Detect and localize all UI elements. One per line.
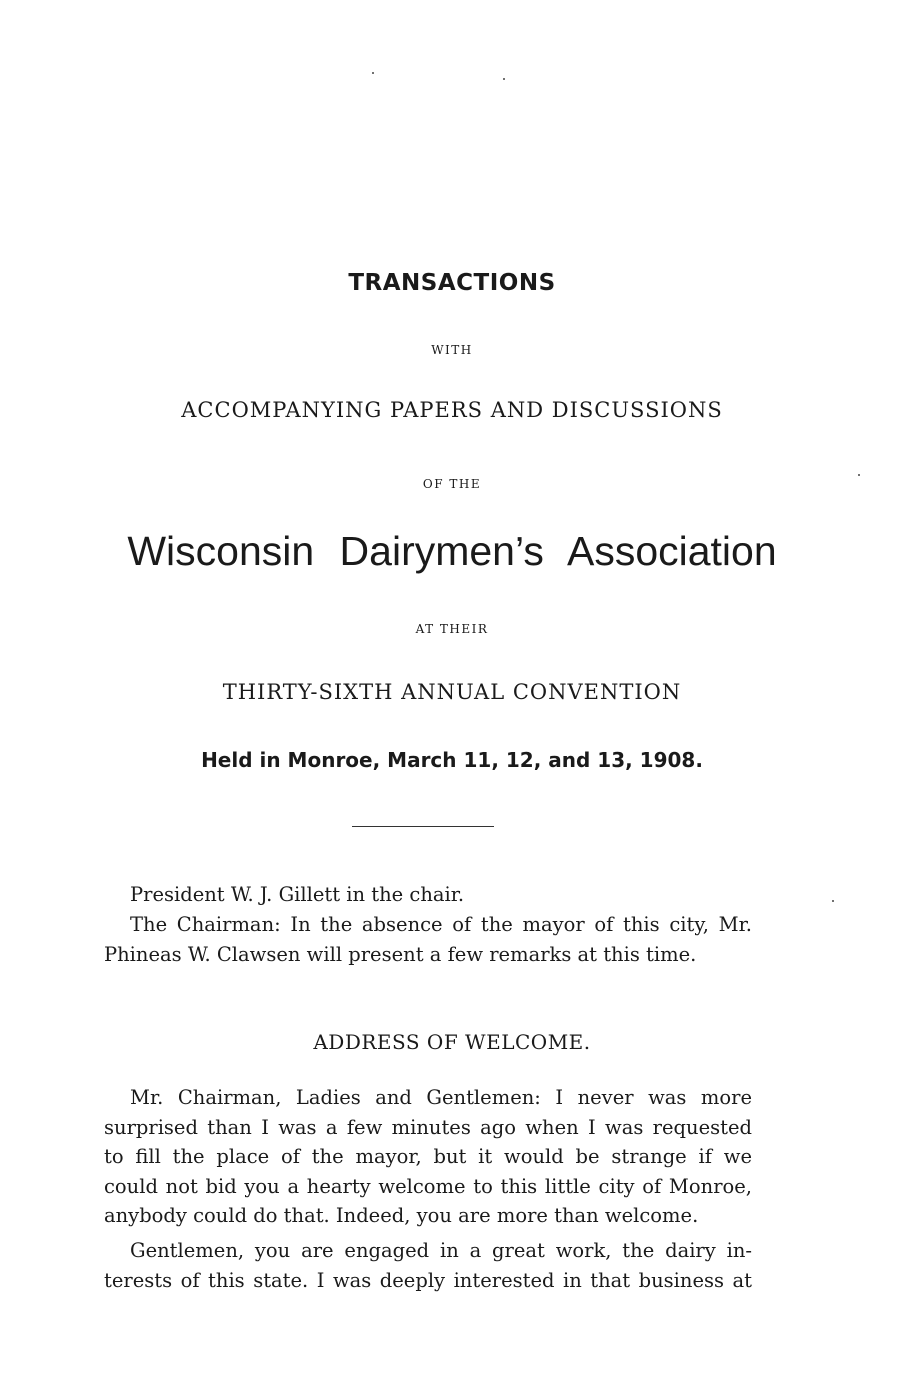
- scan-speck: [832, 900, 834, 902]
- text-line: terests of this state. I was deeply interested in that business at: [104, 1268, 752, 1292]
- convention-title: THIRTY-SIXTH ANNUAL CONVENTION: [222, 680, 682, 704]
- text-line: Gentlemen, you are engaged in a great work, the dairy in-: [130, 1239, 752, 1262]
- document-title: TRANSACTIONS: [348, 270, 556, 296]
- text-line: Mr. Chairman, Ladies and Gentlemen: I never was more: [130, 1086, 752, 1109]
- text-line: Phineas W. Clawsen will present a few remarks at this time.: [104, 942, 697, 966]
- paragraph-welcome: [104, 1083, 752, 1231]
- at-their-line: AT THEIR: [415, 622, 489, 636]
- of-the-line: OF THE: [422, 477, 482, 491]
- scan-speck: [503, 78, 505, 80]
- with-line: WITH: [431, 343, 473, 357]
- paragraph-chairman: [104, 910, 752, 969]
- paragraph-president: [104, 880, 752, 910]
- text-line: The Chairman: In the absence of the mayor of this city, Mr.: [130, 913, 752, 936]
- text-line: could not bid you a hearty welcome to this little city of Monroe,: [104, 1174, 752, 1198]
- scan-speck: [858, 474, 860, 476]
- text-line: anybody could do that. Indeed, you are more than welcome.: [104, 1204, 699, 1227]
- text-line: surprised than I was a few minutes ago when I was requested: [104, 1115, 752, 1139]
- paragraph-dairy: [104, 1236, 752, 1295]
- organization-name: Wisconsin Dairymen’s Association: [127, 528, 777, 574]
- held-line: Held in Monroe, March 11, 12, and 13, 1908.: [201, 748, 703, 772]
- text-line: to fill the place of the mayor, but it would be strange if we: [104, 1145, 752, 1168]
- scan-speck: [372, 72, 374, 74]
- divider-rule: [352, 826, 494, 827]
- document-subtitle: ACCOMPANYING PAPERS AND DISCUSSIONS: [181, 398, 723, 422]
- paragraph-text: President W. J. Gillett in the chair.: [130, 883, 465, 906]
- section-heading: ADDRESS OF WELCOME.: [313, 1030, 591, 1054]
